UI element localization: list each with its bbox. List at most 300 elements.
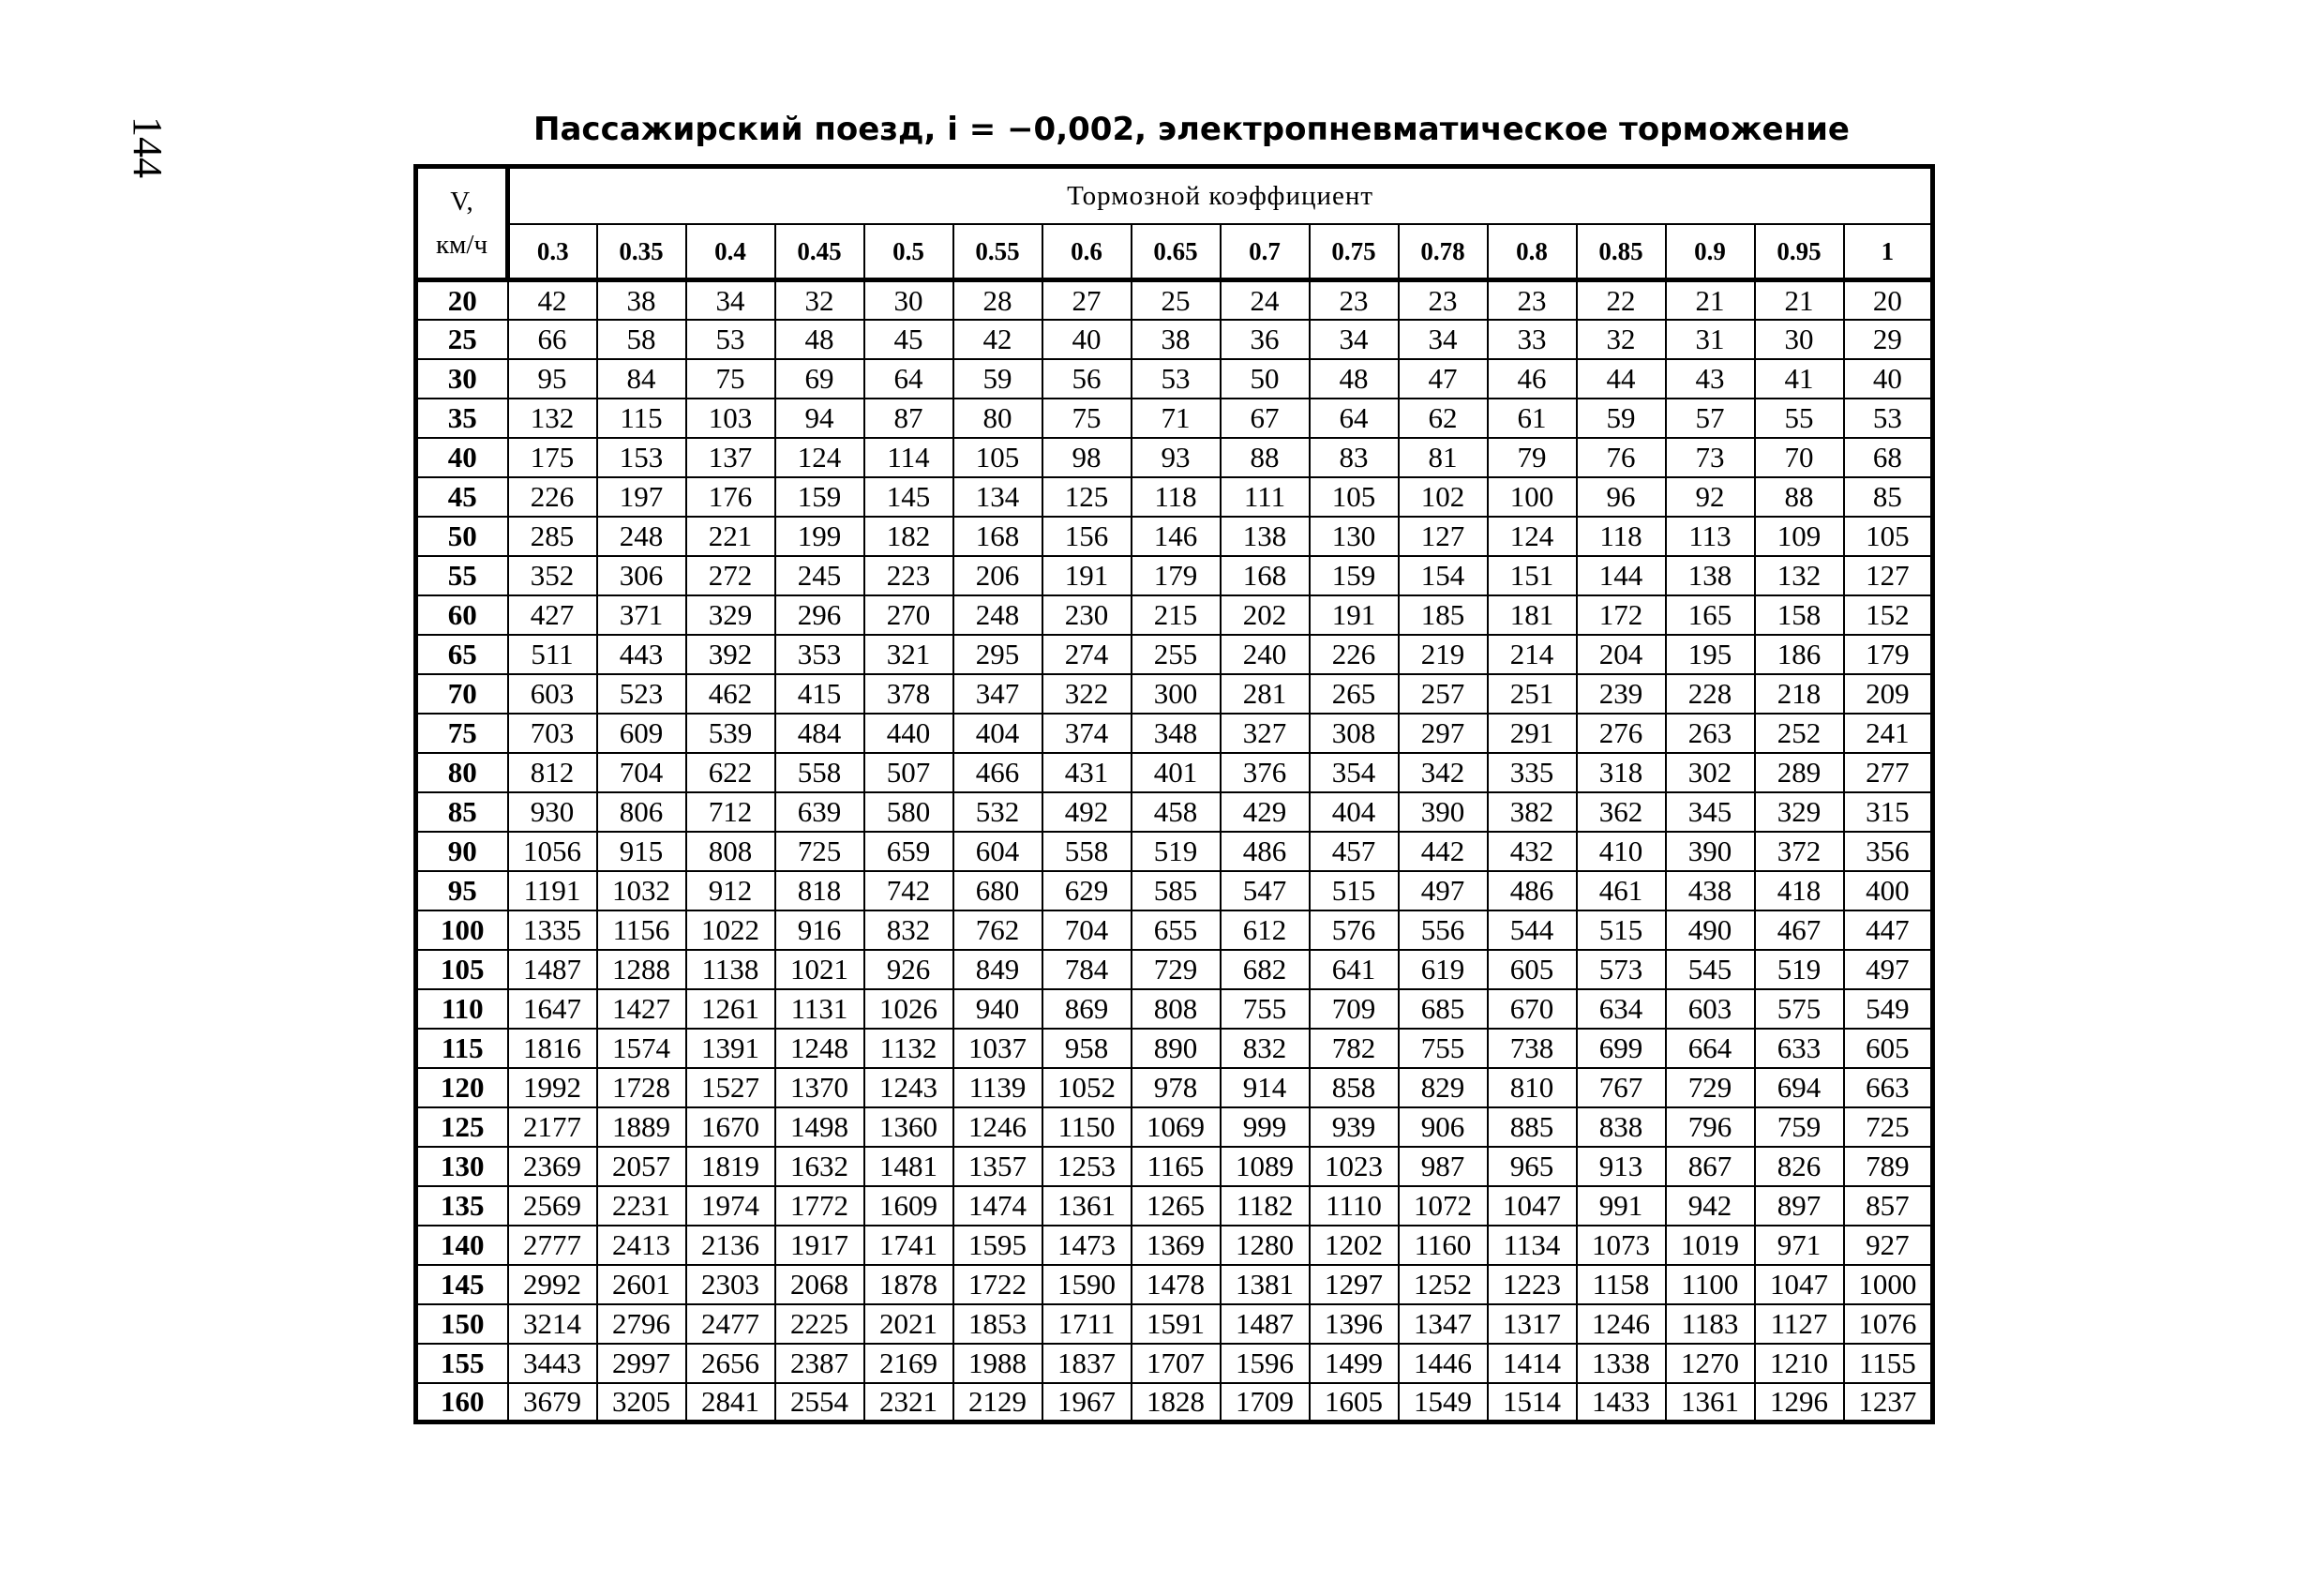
distance-cell: 168 <box>953 517 1042 556</box>
distance-cell: 113 <box>1666 517 1755 556</box>
distance-cell: 965 <box>1488 1147 1577 1186</box>
distance-cell: 1499 <box>1310 1344 1399 1383</box>
distance-cell: 272 <box>686 556 775 595</box>
coefficient-header-cell: 0.78 <box>1399 224 1488 280</box>
distance-cell: 218 <box>1755 674 1844 714</box>
coefficient-header-cell: 0.85 <box>1577 224 1666 280</box>
distance-cell: 251 <box>1488 674 1577 714</box>
speed-cell: 115 <box>416 1029 508 1068</box>
table-row <box>416 792 1933 832</box>
distance-cell: 300 <box>1132 674 1221 714</box>
distance-cell: 915 <box>597 832 686 871</box>
distance-cell: 43 <box>1666 359 1755 399</box>
distance-cell: 858 <box>1310 1068 1399 1107</box>
distance-cell: 270 <box>864 595 953 635</box>
distance-cell: 556 <box>1399 910 1488 950</box>
distance-cell: 1253 <box>1042 1147 1132 1186</box>
distance-cell: 1609 <box>864 1186 953 1226</box>
table-row <box>416 438 1933 477</box>
distance-cell: 62 <box>1399 399 1488 438</box>
distance-cell: 58 <box>597 320 686 359</box>
distance-cell: 76 <box>1577 438 1666 477</box>
distance-cell: 21 <box>1755 280 1844 320</box>
distance-cell: 1246 <box>1577 1304 1666 1344</box>
distance-cell: 492 <box>1042 792 1132 832</box>
distance-cell: 172 <box>1577 595 1666 635</box>
distance-cell: 306 <box>597 556 686 595</box>
distance-cell: 1158 <box>1577 1265 1666 1304</box>
table-row <box>416 1383 1933 1422</box>
distance-cell: 1878 <box>864 1265 953 1304</box>
distance-cell: 1819 <box>686 1147 775 1186</box>
distance-cell: 175 <box>508 438 597 477</box>
distance-cell: 1335 <box>508 910 597 950</box>
distance-cell: 699 <box>1577 1029 1666 1068</box>
distance-cell: 94 <box>775 399 864 438</box>
distance-cell: 138 <box>1221 517 1310 556</box>
distance-cell: 1596 <box>1221 1344 1310 1383</box>
distance-cell: 1828 <box>1132 1383 1221 1422</box>
distance-cell: 240 <box>1221 635 1310 674</box>
distance-cell: 153 <box>597 438 686 477</box>
distance-cell: 56 <box>1042 359 1132 399</box>
distance-cell: 219 <box>1399 635 1488 674</box>
distance-cell: 179 <box>1132 556 1221 595</box>
distance-cell: 680 <box>953 871 1042 910</box>
distance-cell: 725 <box>775 832 864 871</box>
distance-cell: 245 <box>775 556 864 595</box>
distance-cell: 659 <box>864 832 953 871</box>
speed-column-header <box>416 167 508 280</box>
distance-cell: 181 <box>1488 595 1577 635</box>
distance-cell: 1139 <box>953 1068 1042 1107</box>
distance-cell: 1837 <box>1042 1344 1132 1383</box>
distance-cell: 2136 <box>686 1226 775 1265</box>
table-title: Пассажирский поезд, i = −0,002, электропневматическое торможение <box>533 111 1850 148</box>
distance-cell: 34 <box>686 280 775 320</box>
distance-cell: 111 <box>1221 477 1310 517</box>
distance-cell: 230 <box>1042 595 1132 635</box>
speed-cell: 60 <box>416 595 508 635</box>
distance-cell: 2303 <box>686 1265 775 1304</box>
distance-cell: 36 <box>1221 320 1310 359</box>
distance-cell: 709 <box>1310 989 1399 1029</box>
distance-cell: 2231 <box>597 1186 686 1226</box>
distance-cell: 1288 <box>597 950 686 989</box>
speed-cell: 25 <box>416 320 508 359</box>
distance-cell: 1917 <box>775 1226 864 1265</box>
distance-cell: 1243 <box>864 1068 953 1107</box>
distance-cell: 159 <box>775 477 864 517</box>
distance-cell: 1110 <box>1310 1186 1399 1226</box>
distance-cell: 1131 <box>775 989 864 1029</box>
table-row <box>416 1029 1933 1068</box>
distance-cell: 1446 <box>1399 1344 1488 1383</box>
distance-cell: 1056 <box>508 832 597 871</box>
distance-cell: 33 <box>1488 320 1577 359</box>
distance-cell: 248 <box>953 595 1042 635</box>
distance-cell: 1019 <box>1666 1226 1755 1265</box>
distance-cell: 125 <box>1042 477 1132 517</box>
distance-cell: 105 <box>1310 477 1399 517</box>
distance-cell: 209 <box>1844 674 1933 714</box>
distance-cell: 151 <box>1488 556 1577 595</box>
distance-cell: 1127 <box>1755 1304 1844 1344</box>
distance-cell: 376 <box>1221 753 1310 792</box>
distance-cell: 2656 <box>686 1344 775 1383</box>
distance-cell: 182 <box>864 517 953 556</box>
distance-cell: 124 <box>775 438 864 477</box>
speed-cell: 65 <box>416 635 508 674</box>
speed-cell: 55 <box>416 556 508 595</box>
distance-cell: 755 <box>1221 989 1310 1029</box>
distance-cell: 987 <box>1399 1147 1488 1186</box>
distance-cell: 228 <box>1666 674 1755 714</box>
distance-cell: 378 <box>864 674 953 714</box>
distance-cell: 327 <box>1221 714 1310 753</box>
distance-cell: 145 <box>864 477 953 517</box>
distance-cell: 85 <box>1844 477 1933 517</box>
distance-cell: 415 <box>775 674 864 714</box>
distance-cell: 291 <box>1488 714 1577 753</box>
distance-cell: 146 <box>1132 517 1221 556</box>
distance-cell: 295 <box>953 635 1042 674</box>
distance-cell: 100 <box>1488 477 1577 517</box>
distance-cell: 958 <box>1042 1029 1132 1068</box>
distance-cell: 204 <box>1577 635 1666 674</box>
distance-cell: 48 <box>1310 359 1399 399</box>
distance-cell: 1992 <box>508 1068 597 1107</box>
speed-cell: 140 <box>416 1226 508 1265</box>
distance-cell: 59 <box>953 359 1042 399</box>
distance-cell: 347 <box>953 674 1042 714</box>
distance-cell: 88 <box>1755 477 1844 517</box>
distance-cell: 53 <box>1132 359 1221 399</box>
distance-cell: 849 <box>953 950 1042 989</box>
distance-cell: 634 <box>1577 989 1666 1029</box>
distance-cell: 372 <box>1755 832 1844 871</box>
distance-cell: 1595 <box>953 1226 1042 1265</box>
table-row <box>416 871 1933 910</box>
distance-cell: 912 <box>686 871 775 910</box>
distance-cell: 241 <box>1844 714 1933 753</box>
table-row <box>416 359 1933 399</box>
distance-cell: 109 <box>1755 517 1844 556</box>
distance-cell: 1988 <box>953 1344 1042 1383</box>
distance-cell: 604 <box>953 832 1042 871</box>
table-row <box>416 1265 1933 1304</box>
distance-cell: 1361 <box>1042 1186 1132 1226</box>
coefficient-header-cell: 0.65 <box>1132 224 1221 280</box>
distance-cell: 318 <box>1577 753 1666 792</box>
distance-cell: 1202 <box>1310 1226 1399 1265</box>
distance-cell: 23 <box>1310 280 1399 320</box>
distance-cell: 3214 <box>508 1304 597 1344</box>
speed-cell: 80 <box>416 753 508 792</box>
speed-cell: 145 <box>416 1265 508 1304</box>
header-row-group <box>416 167 1933 225</box>
table-body <box>416 280 1933 1422</box>
brake-coefficient-header: Тормозной коэффициент <box>508 167 1933 225</box>
distance-cell: 1360 <box>864 1107 953 1147</box>
distance-cell: 2369 <box>508 1147 597 1186</box>
distance-cell: 57 <box>1666 399 1755 438</box>
distance-cell: 832 <box>864 910 953 950</box>
distance-cell: 66 <box>508 320 597 359</box>
distance-cell: 263 <box>1666 714 1755 753</box>
distance-cell: 159 <box>1310 556 1399 595</box>
distance-cell: 1237 <box>1844 1383 1933 1422</box>
distance-cell: 75 <box>686 359 775 399</box>
distance-cell: 916 <box>775 910 864 950</box>
distance-cell: 158 <box>1755 595 1844 635</box>
distance-cell: 1072 <box>1399 1186 1488 1226</box>
distance-cell: 87 <box>864 399 953 438</box>
distance-cell: 603 <box>508 674 597 714</box>
distance-cell: 1974 <box>686 1186 775 1226</box>
distance-cell: 22 <box>1577 280 1666 320</box>
distance-cell: 812 <box>508 753 597 792</box>
distance-cell: 457 <box>1310 832 1399 871</box>
speed-cell: 75 <box>416 714 508 753</box>
distance-cell: 497 <box>1399 871 1488 910</box>
speed-cell: 70 <box>416 674 508 714</box>
distance-cell: 1280 <box>1221 1226 1310 1265</box>
distance-cell: 605 <box>1488 950 1577 989</box>
distance-cell: 729 <box>1666 1068 1755 1107</box>
distance-cell: 61 <box>1488 399 1577 438</box>
distance-cell: 991 <box>1577 1186 1666 1226</box>
distance-cell: 1709 <box>1221 1383 1310 1422</box>
distance-cell: 490 <box>1666 910 1755 950</box>
coefficient-header-cell: 0.4 <box>686 224 775 280</box>
distance-cell: 1338 <box>1577 1344 1666 1383</box>
distance-cell: 252 <box>1755 714 1844 753</box>
distance-cell: 371 <box>597 595 686 635</box>
distance-cell: 1021 <box>775 950 864 989</box>
distance-cell: 1156 <box>597 910 686 950</box>
distance-cell: 34 <box>1399 320 1488 359</box>
braking-distance-table <box>413 164 1935 1424</box>
distance-cell: 429 <box>1221 792 1310 832</box>
distance-cell: 913 <box>1577 1147 1666 1186</box>
distance-cell: 40 <box>1042 320 1132 359</box>
distance-cell: 42 <box>508 280 597 320</box>
distance-cell: 1473 <box>1042 1226 1132 1265</box>
distance-cell: 438 <box>1666 871 1755 910</box>
distance-cell: 897 <box>1755 1186 1844 1226</box>
speed-cell: 155 <box>416 1344 508 1383</box>
distance-cell: 53 <box>686 320 775 359</box>
distance-cell: 704 <box>597 753 686 792</box>
distance-cell: 23 <box>1488 280 1577 320</box>
distance-cell: 440 <box>864 714 953 753</box>
distance-cell: 497 <box>1844 950 1933 989</box>
distance-cell: 315 <box>1844 792 1933 832</box>
distance-cell: 515 <box>1310 871 1399 910</box>
distance-cell: 1100 <box>1666 1265 1755 1304</box>
speed-cell: 85 <box>416 792 508 832</box>
distance-cell: 1574 <box>597 1029 686 1068</box>
speed-cell: 110 <box>416 989 508 1029</box>
table-row <box>416 399 1933 438</box>
distance-cell: 197 <box>597 477 686 517</box>
distance-cell: 404 <box>1310 792 1399 832</box>
distance-cell: 23 <box>1399 280 1488 320</box>
distance-cell: 308 <box>1310 714 1399 753</box>
distance-cell: 374 <box>1042 714 1132 753</box>
distance-cell: 796 <box>1666 1107 1755 1147</box>
coefficient-header-cell: 0.55 <box>953 224 1042 280</box>
distance-cell: 712 <box>686 792 775 832</box>
distance-cell: 71 <box>1132 399 1221 438</box>
distance-cell: 191 <box>1042 556 1132 595</box>
distance-cell: 832 <box>1221 1029 1310 1068</box>
table-row <box>416 1344 1933 1383</box>
distance-cell: 67 <box>1221 399 1310 438</box>
distance-cell: 30 <box>1755 320 1844 359</box>
distance-cell: 1357 <box>953 1147 1042 1186</box>
distance-cell: 45 <box>864 320 953 359</box>
distance-cell: 515 <box>1577 910 1666 950</box>
distance-cell: 1210 <box>1755 1344 1844 1383</box>
distance-cell: 729 <box>1132 950 1221 989</box>
distance-cell: 2841 <box>686 1383 775 1422</box>
distance-cell: 127 <box>1844 556 1933 595</box>
distance-cell: 818 <box>775 871 864 910</box>
distance-cell: 195 <box>1666 635 1755 674</box>
distance-cell: 118 <box>1577 517 1666 556</box>
distance-cell: 999 <box>1221 1107 1310 1147</box>
distance-cell: 1037 <box>953 1029 1042 1068</box>
distance-cell: 34 <box>1310 320 1399 359</box>
distance-cell: 191 <box>1310 595 1399 635</box>
distance-cell: 829 <box>1399 1068 1488 1107</box>
distance-cell: 38 <box>597 280 686 320</box>
distance-cell: 1347 <box>1399 1304 1488 1344</box>
coefficient-header-row <box>416 224 1933 280</box>
distance-cell: 605 <box>1844 1029 1933 1068</box>
distance-cell: 1487 <box>1221 1304 1310 1344</box>
distance-cell: 633 <box>1755 1029 1844 1068</box>
distance-cell: 1427 <box>597 989 686 1029</box>
distance-cell: 44 <box>1577 359 1666 399</box>
distance-cell: 390 <box>1666 832 1755 871</box>
distance-cell: 519 <box>1132 832 1221 871</box>
distance-cell: 462 <box>686 674 775 714</box>
distance-cell: 575 <box>1755 989 1844 1029</box>
distance-cell: 484 <box>775 714 864 753</box>
table-row <box>416 1304 1933 1344</box>
coefficient-header-cell: 0.5 <box>864 224 953 280</box>
distance-cell: 265 <box>1310 674 1399 714</box>
coefficient-header-cell: 0.6 <box>1042 224 1132 280</box>
distance-cell: 544 <box>1488 910 1577 950</box>
speed-cell: 50 <box>416 517 508 556</box>
distance-cell: 443 <box>597 635 686 674</box>
coefficient-header-cell: 0.75 <box>1310 224 1399 280</box>
distance-cell: 2992 <box>508 1265 597 1304</box>
table-row <box>416 1226 1933 1265</box>
distance-cell: 1150 <box>1042 1107 1132 1147</box>
distance-cell: 641 <box>1310 950 1399 989</box>
distance-cell: 759 <box>1755 1107 1844 1147</box>
distance-cell: 930 <box>508 792 597 832</box>
distance-cell: 1047 <box>1488 1186 1577 1226</box>
distance-cell: 2796 <box>597 1304 686 1344</box>
distance-cell: 1160 <box>1399 1226 1488 1265</box>
distance-cell: 694 <box>1755 1068 1844 1107</box>
distance-cell: 401 <box>1132 753 1221 792</box>
speed-cell: 100 <box>416 910 508 950</box>
distance-cell: 2021 <box>864 1304 953 1344</box>
distance-cell: 789 <box>1844 1147 1933 1186</box>
distance-cell: 885 <box>1488 1107 1577 1147</box>
table-row <box>416 989 1933 1029</box>
distance-cell: 390 <box>1399 792 1488 832</box>
distance-cell: 442 <box>1399 832 1488 871</box>
distance-cell: 1182 <box>1221 1186 1310 1226</box>
distance-cell: 156 <box>1042 517 1132 556</box>
distance-cell: 20 <box>1844 280 1933 320</box>
distance-cell: 93 <box>1132 438 1221 477</box>
distance-cell: 655 <box>1132 910 1221 950</box>
distance-cell: 64 <box>864 359 953 399</box>
distance-cell: 274 <box>1042 635 1132 674</box>
distance-cell: 857 <box>1844 1186 1933 1226</box>
distance-cell: 2068 <box>775 1265 864 1304</box>
distance-cell: 281 <box>1221 674 1310 714</box>
distance-cell: 2997 <box>597 1344 686 1383</box>
distance-cell: 124 <box>1488 517 1577 556</box>
distance-cell: 806 <box>597 792 686 832</box>
distance-cell: 353 <box>775 635 864 674</box>
distance-cell: 1183 <box>1666 1304 1755 1344</box>
distance-cell: 223 <box>864 556 953 595</box>
distance-cell: 1474 <box>953 1186 1042 1226</box>
distance-cell: 1073 <box>1577 1226 1666 1265</box>
distance-cell: 703 <box>508 714 597 753</box>
distance-cell: 1396 <box>1310 1304 1399 1344</box>
distance-cell: 103 <box>686 399 775 438</box>
distance-cell: 1722 <box>953 1265 1042 1304</box>
distance-cell: 3205 <box>597 1383 686 1422</box>
distance-cell: 321 <box>864 635 953 674</box>
distance-cell: 296 <box>775 595 864 635</box>
coefficient-header-cell: 0.8 <box>1488 224 1577 280</box>
speed-cell: 135 <box>416 1186 508 1226</box>
distance-cell: 105 <box>1844 517 1933 556</box>
distance-cell: 1052 <box>1042 1068 1132 1107</box>
distance-cell: 2477 <box>686 1304 775 1344</box>
distance-cell: 1487 <box>508 950 597 989</box>
distance-cell: 431 <box>1042 753 1132 792</box>
table-row <box>416 556 1933 595</box>
distance-cell: 558 <box>1042 832 1132 871</box>
distance-cell: 1741 <box>864 1226 953 1265</box>
coefficient-header-cell: 0.45 <box>775 224 864 280</box>
distance-cell: 38 <box>1132 320 1221 359</box>
distance-cell: 179 <box>1844 635 1933 674</box>
distance-cell: 221 <box>686 517 775 556</box>
distance-cell: 1481 <box>864 1147 953 1186</box>
distance-cell: 83 <box>1310 438 1399 477</box>
distance-cell: 940 <box>953 989 1042 1029</box>
distance-cell: 663 <box>1844 1068 1933 1107</box>
distance-cell: 73 <box>1666 438 1755 477</box>
distance-cell: 404 <box>953 714 1042 753</box>
distance-cell: 1816 <box>508 1029 597 1068</box>
